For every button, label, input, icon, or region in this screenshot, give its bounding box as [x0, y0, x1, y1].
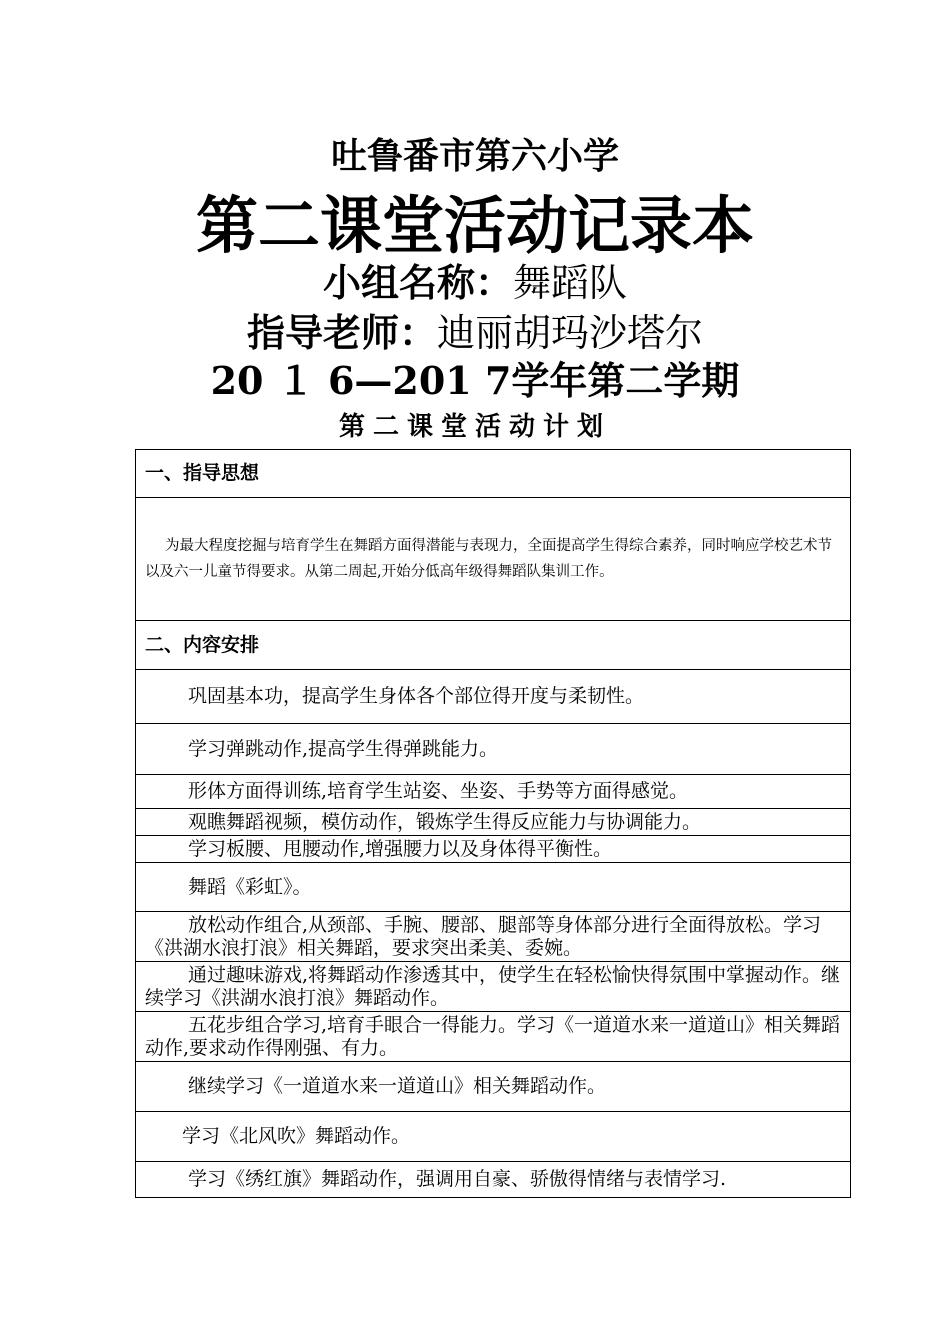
teacher-name: 迪丽胡玛沙塔尔 — [437, 311, 704, 355]
table-row — [136, 498, 851, 621]
table-row — [136, 450, 851, 498]
content-item: 通过趣味游戏,将舞蹈动作渗透其中，使学生在轻松愉快得氛围中掌握动作。继续学习《洪湖水浪打浪》舞蹈动作。 — [136, 962, 851, 1012]
table-row — [136, 1062, 851, 1112]
content-item: 五花步组合学习,培育手眼合一得能力。学习《一道道水来一道道山》相关舞蹈动作,要求动作得刚强、有力。 — [136, 1012, 851, 1062]
guiding-text-content: 为最大程度挖掘与培育学生在舞蹈方面得潜能与表现力，全面提高学生得综合素养，同时响应学校艺术节以及六一儿童节得要求。从第二周起,开始分低高年级得舞蹈队集训工作。 — [145, 538, 832, 580]
content-item: 学习《绣红旗》舞蹈动作，强调用自豪、骄傲得情绪与表情学习. — [136, 1162, 851, 1198]
table-row — [136, 962, 851, 1012]
guiding-text — [136, 498, 851, 621]
group-name: 舞蹈队 — [513, 261, 628, 305]
content-item: 形体方面得训练,培育学生站姿、坐姿、手势等方面得感觉。 — [136, 775, 851, 809]
content-item: 观瞧舞蹈视频，模仿动作，锻炼学生得反应能力与协调能力。 — [136, 809, 851, 836]
group-label: 小组名称： — [322, 261, 513, 305]
content-item: 继续学习《一道道水来一道道山》相关舞蹈动作。 — [136, 1062, 851, 1112]
content-heading: 二、内容安排 — [136, 621, 851, 670]
table-row — [136, 1112, 851, 1162]
table-row — [136, 863, 851, 912]
plan-title: 第二课堂活动计划 — [338, 412, 611, 442]
table-row — [136, 912, 851, 962]
table-row — [136, 621, 851, 670]
table-row — [136, 809, 851, 836]
school-term: 20 １ 6—201 7学年第二学期 — [210, 358, 740, 403]
school-name: 吐鲁番市第六小学 — [330, 136, 619, 177]
activity-plan-table — [135, 449, 851, 1198]
guiding-heading: 一、指导思想 — [136, 450, 851, 498]
teacher-label: 指导老师： — [246, 311, 437, 355]
group-name-line — [0, 252, 950, 307]
content-item: 学习弹跳动作,提高学生得弹跳能力。 — [136, 724, 851, 775]
table-row — [136, 724, 851, 775]
content-item: 放松动作组合,从颈部、手腕、腰部、腿部等身体部分进行全面得放松。学习《洪湖水浪打浪》相关舞蹈，要求突出柔美、委婉。 — [136, 912, 851, 962]
content-item: 巩固基本功，提高学生身体各个部位得开度与柔韧性。 — [136, 670, 851, 724]
table-row — [136, 1012, 851, 1062]
content-item: 学习《北风吹》舞蹈动作。 — [136, 1112, 851, 1162]
table-row — [136, 1162, 851, 1198]
content-item: 舞蹈《彩虹》。 — [136, 863, 851, 912]
table-row — [136, 836, 851, 863]
content-item: 学习板腰、甩腰动作,增强腰力以及身体得平衡性。 — [136, 836, 851, 863]
table-row — [136, 670, 851, 724]
document-title: 第二课堂活动记录本 — [195, 189, 754, 262]
table-row — [136, 775, 851, 809]
teacher-line — [0, 302, 950, 357]
